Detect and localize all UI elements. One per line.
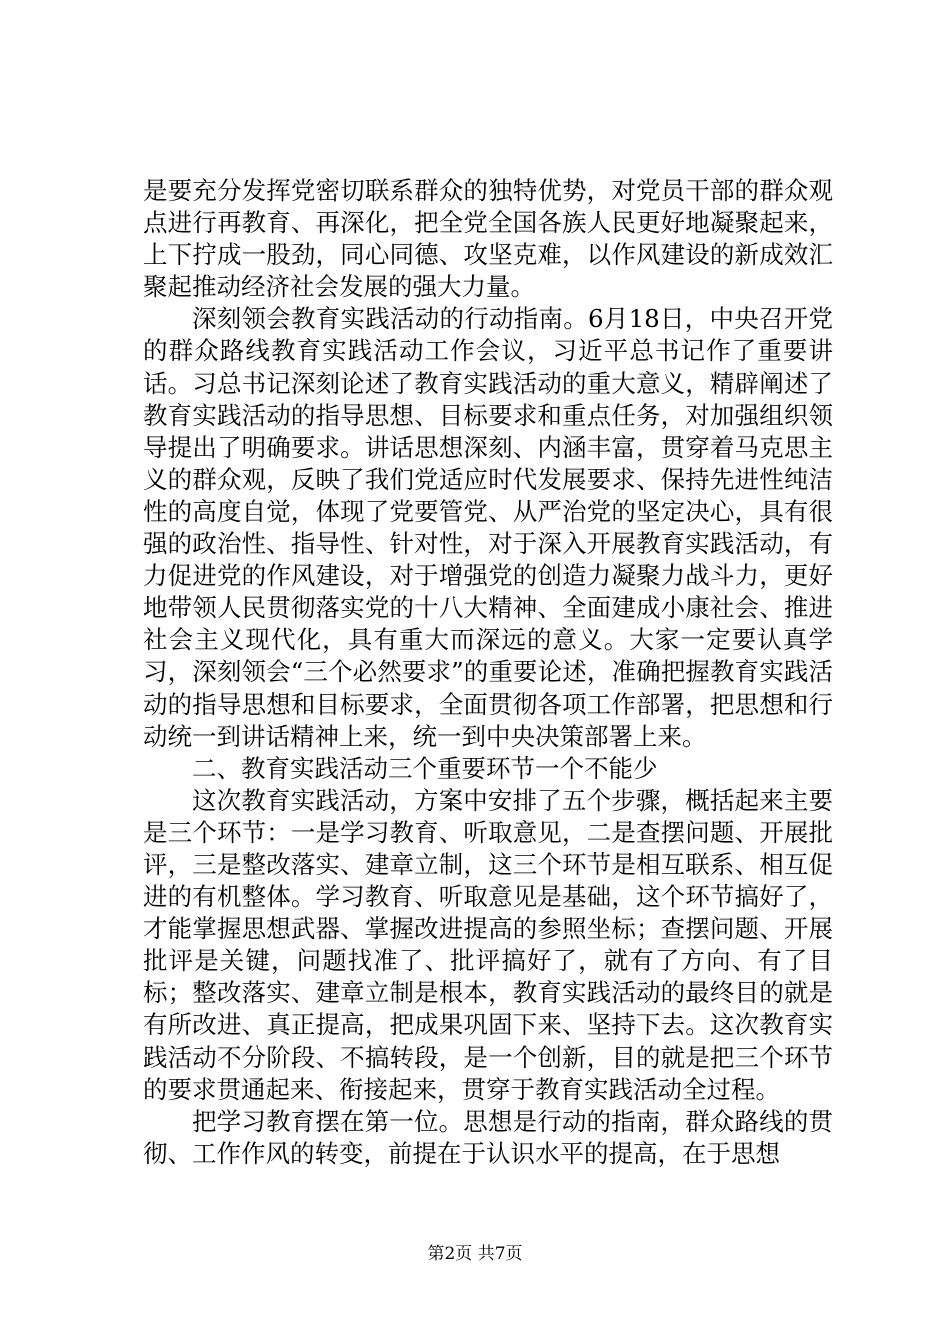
paragraph-1: 是要充分发挥党密切联系群众的独特优势，对党员干部的群众观点进行再教育、再深化，把全党全国各族人民更好地凝聚起来，上下拧成一股劲，同心同德、攻坚克难，以作风建设的新成效汇聚起推动经济社会发展的强大力量。 <box>143 176 833 302</box>
section-heading: 二、教育实践活动三个重要环节一个不能少 <box>192 753 658 783</box>
paragraph-3: 这次教育实践活动，方案中安排了五个步骤，概括起来主要是三个环节：一是学习教育、听取意见，二是查摆问题、开展批评，三是整改落实、建章立制，这三个环节是相互联系、相互促进的有机整体。学习教育、听取意见是基础，这个环节搞好了，才能掌握思想武器、掌握改进提高的参照坐标；查摆问题、开展批评是关键，问题找准了、批评搞好了，就有了方向、有了目标；整改落实、建章立制是根本，教育实践活动的最终目的就是有所改进、真正提高，把成果巩固下来、坚持下去。这次教育实践活动不分阶段、不搞转段，是一个创新，目的就是把三个环节的要求贯通起来、衔接起来，贯穿于教育实践活动全过程。 <box>143 785 833 1104</box>
page-number: 第2页 共7页 <box>427 1244 523 1264</box>
paragraph-4: 把学习教育摆在第一位。思想是行动的指南，群众路线的贯彻、工作作风的转变，前提在于认识水平的提高，在于思想 <box>143 1106 833 1168</box>
paragraph-2: 深刻领会教育实践活动的行动指南。6月18日，中央召开党的群众路线教育实践活动工作会议，习近平总书记作了重要讲话。习总书记深刻论述了教育实践活动的重大意义，精辟阐述了教育实践活动的指导思想、目标要求和重点任务，对加强组织领导提出了明确要求。讲话思想深刻、内涵丰富，贯穿着马克思主义的群众观，反映了我们党适应时代发展要求、保持先进性纯洁性的高度自觉，体现了党要管党、从严治党的坚定决心，具有很强的政治性、指导性、针对性，对于深入开展教育实践活动，有力促进党的作风建设，对于增强党的创造力凝聚力战斗力，更好地带领人民贯彻落实党的十八大精神、全面建成小康社会、推进社会主义现代化，具有重大而深远的意义。大家一定要认真学习，深刻领会“三个必然要求”的重要论述，准确把握教育实践活动的指导思想和目标要求，全面贯彻各项工作部署，把思想和行动统一到讲话精神上来，统一到中央决策部署上来。 <box>143 304 833 751</box>
page-footer <box>0 1243 950 1265</box>
document-body <box>143 175 833 1170</box>
